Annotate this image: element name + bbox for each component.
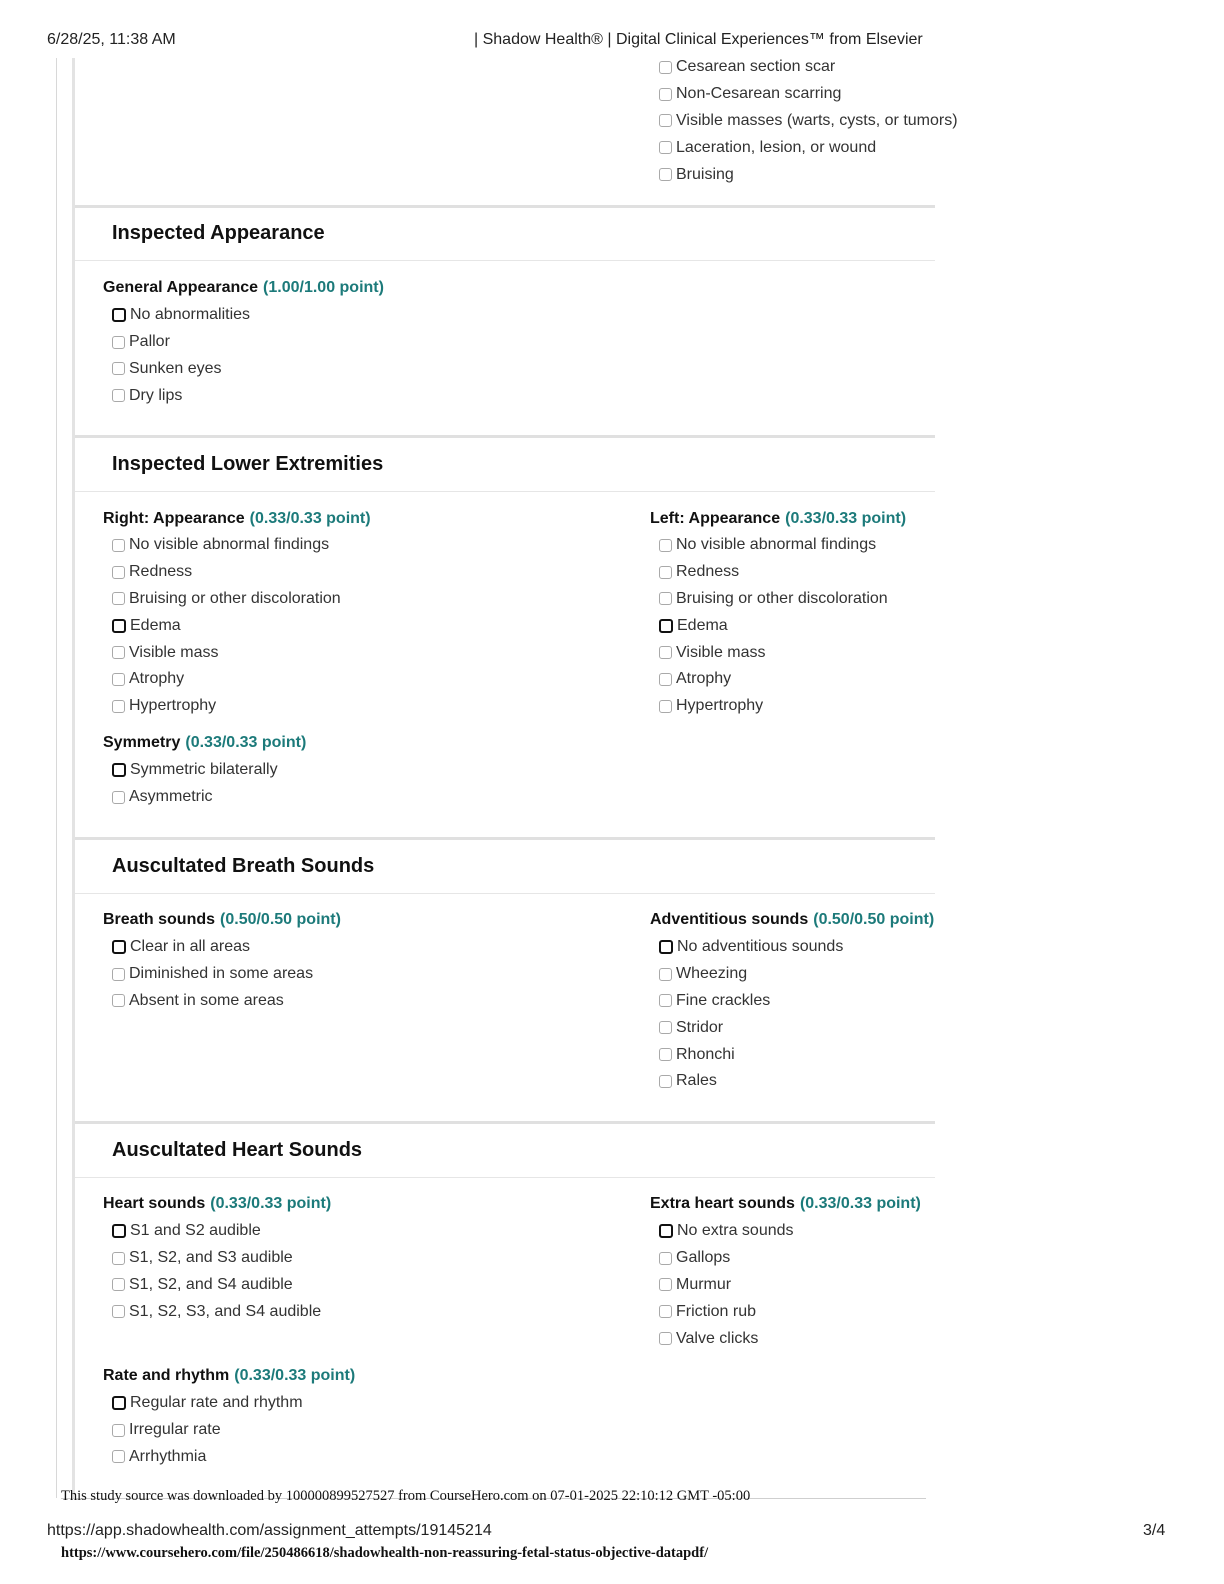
checkbox-option[interactable]: No visible abnormal findings bbox=[659, 532, 888, 559]
checkbox-option[interactable]: Pallor bbox=[112, 329, 250, 356]
right-appearance-options bbox=[112, 532, 341, 720]
checkbox-option[interactable]: Irregular rate bbox=[112, 1417, 303, 1444]
checkbox-option[interactable]: Visible masses (warts, cysts, or tumors) bbox=[659, 108, 958, 135]
symmetry-options bbox=[112, 757, 278, 811]
page-url[interactable]: https://app.shadowhealth.com/assignment_attempts/19145214 bbox=[47, 1522, 492, 1539]
page-title: | Shadow Health® | Digital Clinical Experiences™ from Elsevier bbox=[474, 31, 923, 48]
points-badge: (0.33/0.33 point) bbox=[799, 1195, 921, 1212]
checkbox-option[interactable]: Stridor bbox=[659, 1014, 843, 1041]
checkbox[interactable] bbox=[112, 968, 125, 981]
checkbox-option[interactable]: Murmur bbox=[659, 1272, 794, 1299]
heart-sounds-options bbox=[112, 1218, 321, 1325]
section-title-rule bbox=[75, 491, 935, 492]
checkbox-selected[interactable] bbox=[659, 1224, 673, 1238]
checkbox-selected[interactable] bbox=[112, 308, 126, 322]
checkbox[interactable] bbox=[112, 1424, 125, 1437]
checkbox-option[interactable]: Bruising bbox=[659, 161, 958, 188]
checkbox[interactable] bbox=[659, 1252, 672, 1265]
checkbox-selected[interactable] bbox=[659, 619, 673, 633]
checkbox[interactable] bbox=[112, 1252, 125, 1265]
checkbox-option[interactable]: S1 and S2 audible bbox=[112, 1218, 321, 1245]
section-title-lower-extremities: Inspected Lower Extremities bbox=[112, 453, 384, 475]
points-badge: (0.33/0.33 point) bbox=[185, 734, 307, 751]
checkbox-option[interactable]: Absent in some areas bbox=[112, 988, 313, 1015]
checkbox-option[interactable]: Cesarean section scar bbox=[659, 54, 958, 81]
checkbox-option[interactable]: No extra sounds bbox=[659, 1218, 794, 1245]
checkbox[interactable] bbox=[659, 168, 672, 181]
section-divider bbox=[75, 435, 935, 438]
question-left-appearance: Left: Appearance (0.33/0.33 point) bbox=[650, 510, 907, 527]
question-breath-sounds: Breath sounds (0.50/0.50 point) bbox=[103, 911, 341, 928]
print-date: 6/28/25, 11:38 AM bbox=[47, 31, 176, 48]
checkbox-selected[interactable] bbox=[112, 1224, 126, 1238]
points-badge: (0.33/0.33 point) bbox=[785, 510, 907, 527]
checkbox[interactable] bbox=[659, 61, 672, 74]
checkbox-option[interactable]: Redness bbox=[112, 559, 341, 586]
checkbox-option[interactable]: Valve clicks bbox=[659, 1325, 794, 1352]
checkbox[interactable] bbox=[112, 700, 125, 713]
points-badge: (0.50/0.50 point) bbox=[220, 911, 341, 928]
checkbox[interactable] bbox=[112, 791, 125, 804]
checkbox[interactable] bbox=[112, 1450, 125, 1463]
checkbox[interactable] bbox=[659, 1278, 672, 1291]
checkbox-option[interactable]: Rales bbox=[659, 1068, 843, 1095]
skin-findings-options bbox=[659, 54, 958, 188]
source-note: This study source was downloaded by 100000899527527 from CourseHero.com on 07-01-2025 22:10:12 GMT -05:00 bbox=[61, 1488, 751, 1504]
checkbox[interactable] bbox=[659, 1305, 672, 1318]
checkbox-option[interactable]: Non-Cesarean scarring bbox=[659, 81, 958, 108]
checkbox-option[interactable]: Wheezing bbox=[659, 961, 843, 988]
section-divider bbox=[75, 205, 935, 208]
checkbox-option[interactable]: Edema bbox=[112, 612, 341, 639]
checkbox[interactable] bbox=[659, 968, 672, 981]
checkbox-option[interactable]: Dry lips bbox=[112, 382, 250, 409]
section-divider bbox=[75, 837, 935, 840]
checkbox[interactable] bbox=[659, 114, 672, 127]
checkbox-option[interactable]: Asymmetric bbox=[112, 784, 278, 811]
checkbox[interactable] bbox=[659, 1332, 672, 1345]
checkbox[interactable] bbox=[112, 592, 125, 605]
section-title-rule bbox=[75, 260, 935, 261]
question-adventitious-sounds: Adventitious sounds (0.50/0.50 point) bbox=[650, 911, 935, 928]
points-badge: (0.33/0.33 point) bbox=[210, 1195, 332, 1212]
checkbox-option[interactable]: Clear in all areas bbox=[112, 934, 313, 961]
checkbox-option[interactable]: No abnormalities bbox=[112, 302, 250, 329]
checkbox[interactable] bbox=[112, 994, 125, 1007]
section-divider bbox=[75, 1121, 935, 1124]
checkbox[interactable] bbox=[659, 700, 672, 713]
question-extra-heart-sounds: Extra heart sounds (0.33/0.33 point) bbox=[650, 1195, 921, 1212]
checkbox[interactable] bbox=[112, 336, 125, 349]
left-rule bbox=[56, 58, 57, 1498]
breath-sounds-options bbox=[112, 934, 313, 1014]
checkbox-selected[interactable] bbox=[659, 940, 673, 954]
checkbox-option[interactable]: S1, S2, and S3 audible bbox=[112, 1245, 321, 1272]
checkbox[interactable] bbox=[112, 673, 125, 686]
points-badge: (1.00/1.00 point) bbox=[263, 279, 384, 296]
checkbox[interactable] bbox=[112, 646, 125, 659]
checkbox-option[interactable]: Atrophy bbox=[659, 666, 888, 693]
checkbox-option[interactable]: Fine crackles bbox=[659, 988, 843, 1015]
checkbox[interactable] bbox=[659, 1021, 672, 1034]
checkbox-option[interactable]: Redness bbox=[659, 559, 888, 586]
general-appearance-options bbox=[112, 302, 250, 409]
checkbox-option[interactable]: Gallops bbox=[659, 1245, 794, 1272]
section-title-heart-sounds: Auscultated Heart Sounds bbox=[112, 1139, 363, 1161]
checkbox-option[interactable]: Atrophy bbox=[112, 666, 341, 693]
checkbox[interactable] bbox=[659, 88, 672, 101]
rate-and-rhythm-options bbox=[112, 1390, 303, 1470]
checkbox-option[interactable]: S1, S2, and S4 audible bbox=[112, 1272, 321, 1299]
checkbox-option[interactable]: Edema bbox=[659, 612, 888, 639]
extra-heart-sounds-options bbox=[659, 1218, 794, 1352]
question-rate-and-rhythm: Rate and rhythm (0.33/0.33 point) bbox=[103, 1367, 356, 1384]
checkbox[interactable] bbox=[112, 539, 125, 552]
left-appearance-options bbox=[659, 532, 888, 720]
coursehero-url[interactable]: https://www.coursehero.com/file/250486618/shadowhealth-non-reassuring-fetal-status-objective-datapdf/ bbox=[61, 1545, 709, 1561]
checkbox[interactable] bbox=[112, 1278, 125, 1291]
points-badge: (0.50/0.50 point) bbox=[813, 911, 935, 928]
checkbox-option[interactable]: Symmetric bilaterally bbox=[112, 757, 278, 784]
checkbox[interactable] bbox=[112, 566, 125, 579]
checkbox[interactable] bbox=[112, 362, 125, 375]
checkbox[interactable] bbox=[659, 673, 672, 686]
checkbox[interactable] bbox=[112, 389, 125, 402]
checkbox-selected[interactable] bbox=[112, 1396, 126, 1410]
checkbox-option[interactable]: Sunken eyes bbox=[112, 356, 250, 383]
checkbox[interactable] bbox=[659, 1048, 672, 1061]
checkbox-selected[interactable] bbox=[112, 619, 126, 633]
checkbox[interactable] bbox=[659, 566, 672, 579]
checkbox-option[interactable]: Visible mass bbox=[659, 639, 888, 666]
checkbox-option[interactable]: Laceration, lesion, or wound bbox=[659, 134, 958, 161]
checkbox-selected[interactable] bbox=[112, 763, 126, 777]
checkbox-option[interactable]: Hypertrophy bbox=[112, 693, 341, 720]
checkbox[interactable] bbox=[659, 539, 672, 552]
checkbox-option[interactable]: Bruising or other discoloration bbox=[112, 586, 341, 613]
checkbox-option[interactable]: Arrhythmia bbox=[112, 1444, 303, 1471]
checkbox-option[interactable]: Friction rub bbox=[659, 1298, 794, 1325]
page-number: 3/4 bbox=[1143, 1522, 1166, 1539]
checkbox-option[interactable]: Rhonchi bbox=[659, 1041, 843, 1068]
checkbox[interactable] bbox=[659, 646, 672, 659]
checkbox[interactable] bbox=[659, 592, 672, 605]
checkbox-option[interactable]: Regular rate and rhythm bbox=[112, 1390, 303, 1417]
adventitious-sounds-options bbox=[659, 934, 843, 1095]
section-title-breath-sounds: Auscultated Breath Sounds bbox=[112, 855, 375, 877]
section-title-appearance: Inspected Appearance bbox=[112, 222, 325, 244]
checkbox-option[interactable]: Diminished in some areas bbox=[112, 961, 313, 988]
assessment-panel bbox=[72, 58, 958, 1498]
question-general-appearance: General Appearance (1.00/1.00 point) bbox=[103, 279, 384, 296]
checkbox-option[interactable]: S1, S2, S3, and S4 audible bbox=[112, 1298, 321, 1325]
question-heart-sounds: Heart sounds (0.33/0.33 point) bbox=[103, 1195, 332, 1212]
checkbox[interactable] bbox=[659, 1075, 672, 1088]
points-badge: (0.33/0.33 point) bbox=[249, 510, 371, 527]
checkbox[interactable] bbox=[112, 1305, 125, 1318]
checkbox-option[interactable]: No visible abnormal findings bbox=[112, 532, 341, 559]
checkbox[interactable] bbox=[659, 141, 672, 154]
checkbox-option[interactable]: Bruising or other discoloration bbox=[659, 586, 888, 613]
question-right-appearance: Right: Appearance (0.33/0.33 point) bbox=[103, 510, 371, 527]
question-symmetry: Symmetry (0.33/0.33 point) bbox=[103, 734, 307, 751]
checkbox-option[interactable]: No adventitious sounds bbox=[659, 934, 843, 961]
section-title-rule bbox=[75, 893, 935, 894]
checkbox[interactable] bbox=[659, 994, 672, 1007]
checkbox-option[interactable]: Visible mass bbox=[112, 639, 341, 666]
points-badge: (0.33/0.33 point) bbox=[234, 1367, 356, 1384]
checkbox-option[interactable]: Hypertrophy bbox=[659, 693, 888, 720]
checkbox-selected[interactable] bbox=[112, 940, 126, 954]
section-title-rule bbox=[75, 1177, 935, 1178]
